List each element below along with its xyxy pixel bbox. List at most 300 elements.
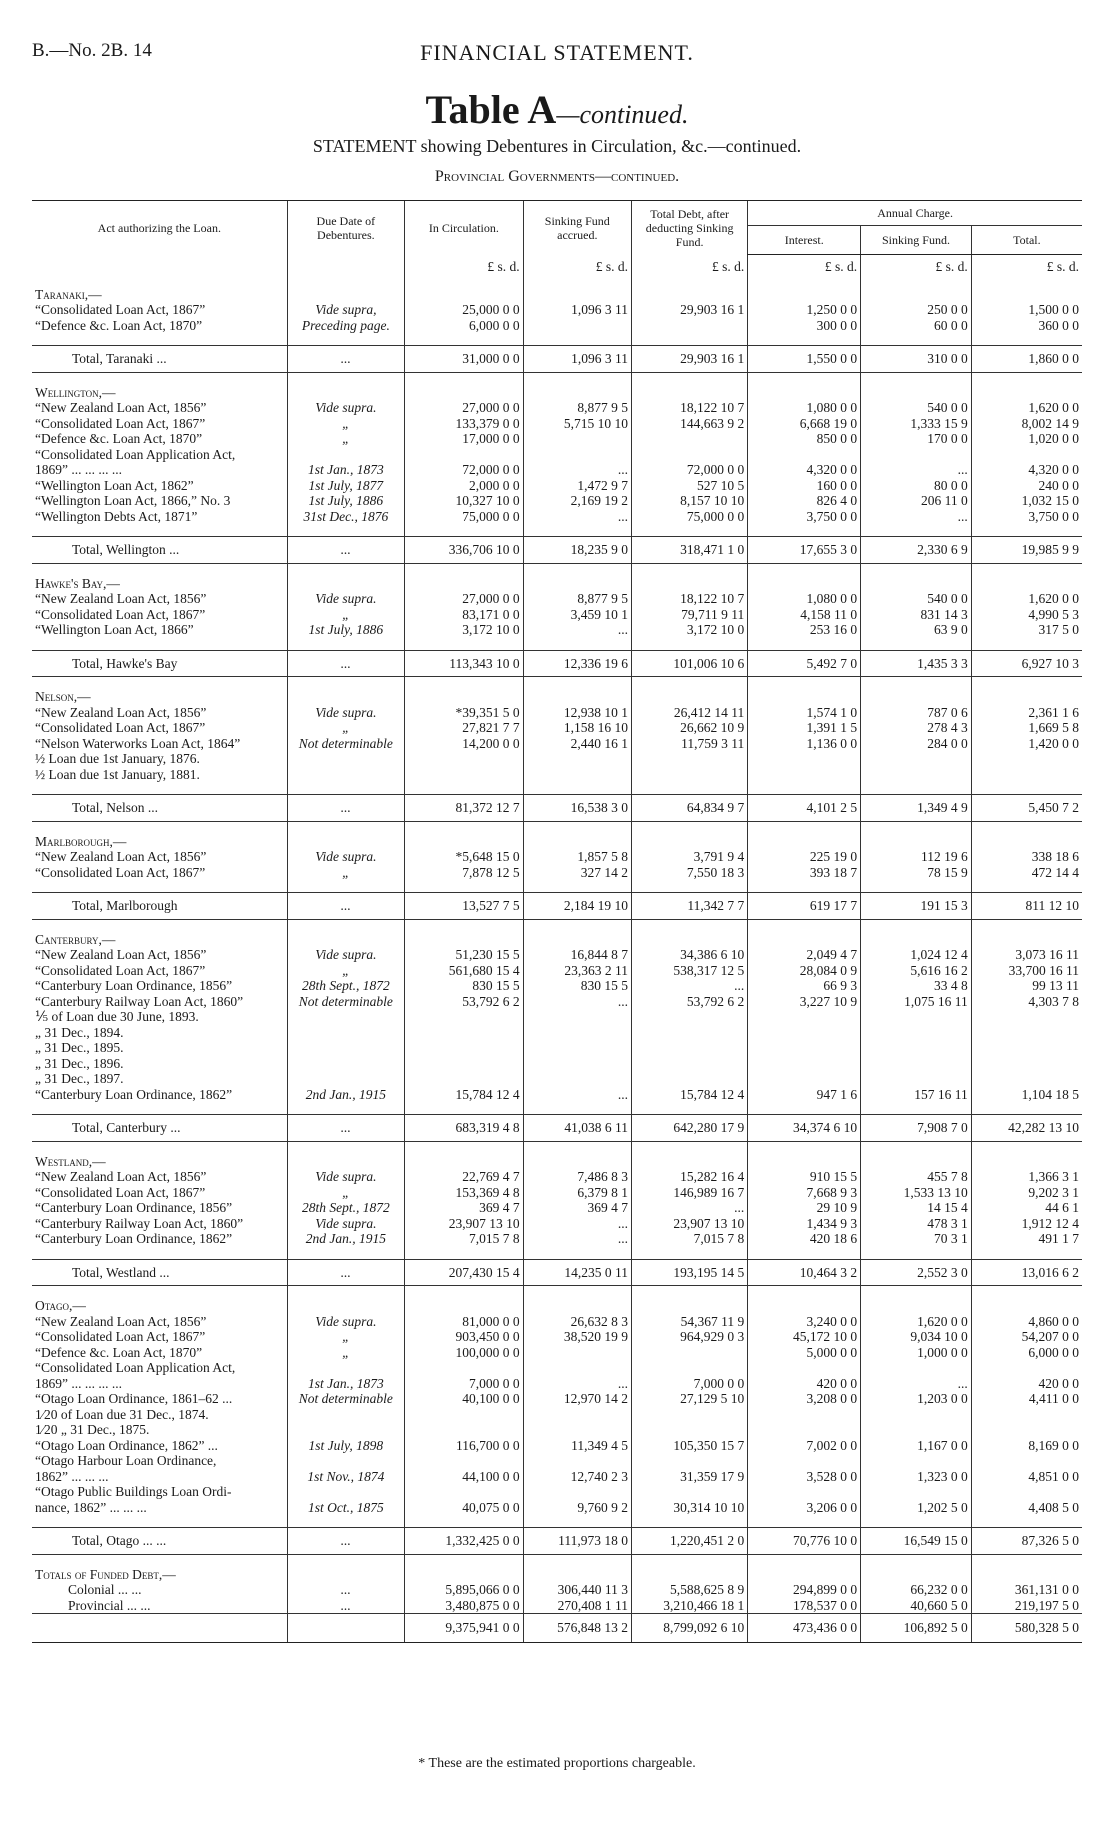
amount-circ: 22,769 4 7 bbox=[405, 1169, 524, 1185]
amount-circ: 7,878 12 5 bbox=[405, 865, 524, 881]
amount-tdebt: 3,791 9 4 bbox=[631, 849, 747, 865]
due-date: „ bbox=[287, 1329, 404, 1345]
blank-cell bbox=[405, 275, 524, 303]
amount-sf: 14 15 4 bbox=[861, 1200, 972, 1216]
table-row bbox=[32, 318, 1082, 334]
due-date bbox=[287, 1056, 404, 1072]
section-subtitle: Provincial Governments—continued. bbox=[434, 168, 680, 185]
table-row bbox=[32, 1025, 1082, 1041]
blank-cell bbox=[523, 1554, 631, 1582]
amount-tot: 219,197 5 0 bbox=[971, 1598, 1082, 1614]
amount-circ: 830 15 5 bbox=[405, 978, 524, 994]
spacer-row bbox=[32, 782, 1082, 795]
table-row bbox=[32, 1231, 1082, 1247]
blank-cell bbox=[405, 1102, 524, 1115]
amount-sf bbox=[861, 1056, 972, 1072]
amount-sink: 26,632 8 3 bbox=[523, 1314, 631, 1330]
amount-sf: 1,333 15 9 bbox=[861, 416, 972, 432]
loan-act: 1869” ... ... ... ... bbox=[35, 1375, 122, 1391]
amount-circ: 100,000 0 0 bbox=[405, 1345, 524, 1361]
amount-sf: 80 0 0 bbox=[861, 478, 972, 494]
due-date: 2nd Jan., 1915 bbox=[287, 1087, 404, 1103]
amount-int: 1,434 9 3 bbox=[748, 1216, 861, 1232]
grand-total-circ: 9,375,941 0 0 bbox=[405, 1614, 524, 1643]
amount-sf bbox=[861, 1025, 972, 1041]
blank-cell bbox=[523, 821, 631, 849]
table-title-suffix: —continued. bbox=[556, 100, 689, 129]
due-date: ... bbox=[287, 795, 404, 822]
amount-sink: 2,440 16 1 bbox=[523, 736, 631, 752]
amount-sink: 7,486 8 3 bbox=[523, 1169, 631, 1185]
grand-total-tdebt: 8,799,092 6 10 bbox=[631, 1614, 747, 1643]
total-row bbox=[32, 795, 1082, 822]
amount-tdebt: 3,210,466 18 1 bbox=[631, 1598, 747, 1614]
amount-tot: 1,620 0 0 bbox=[971, 591, 1082, 607]
blank-cell bbox=[971, 782, 1082, 795]
loan-act: „ 31 Dec., 1896. bbox=[35, 1055, 124, 1071]
due-date bbox=[287, 767, 404, 783]
amount-sf: 1,323 0 0 bbox=[861, 1469, 972, 1485]
amount-sf: 1,075 16 11 bbox=[861, 994, 972, 1010]
amount-tdebt: 29,903 16 1 bbox=[631, 346, 747, 373]
blank-cell bbox=[631, 821, 747, 849]
spacer-row bbox=[32, 333, 1082, 346]
blank-cell bbox=[32, 1614, 287, 1643]
amount-tdebt bbox=[631, 1025, 747, 1041]
blank-cell bbox=[861, 1554, 972, 1582]
blank-cell bbox=[748, 677, 861, 705]
due-date: 1st Jan., 1873 bbox=[287, 462, 404, 478]
amount-sink: 1,096 3 11 bbox=[523, 346, 631, 373]
amount-sink: ... bbox=[523, 994, 631, 1010]
blank-cell bbox=[631, 275, 747, 303]
amount-tot: 54,207 0 0 bbox=[971, 1329, 1082, 1345]
blank-cell bbox=[523, 919, 631, 947]
table-row bbox=[32, 493, 1082, 509]
loan-act: “Canterbury Loan Ordinance, 1862” bbox=[35, 1086, 233, 1102]
blank-cell bbox=[32, 1102, 287, 1115]
header-annual-charge: Annual Charge. bbox=[748, 201, 1082, 226]
amount-circ: 1,332,425 0 0 bbox=[405, 1528, 524, 1555]
province-heading-row bbox=[32, 563, 1082, 591]
blank-cell bbox=[861, 1515, 972, 1528]
spacer-row bbox=[32, 880, 1082, 893]
blank-cell bbox=[287, 1141, 404, 1169]
amount-sf: 1,620 0 0 bbox=[861, 1314, 972, 1330]
table-row bbox=[32, 1438, 1082, 1454]
due-date bbox=[287, 1009, 404, 1025]
amount-sink: 12,740 2 3 bbox=[523, 1469, 631, 1485]
due-date bbox=[287, 1422, 404, 1438]
blank-cell bbox=[748, 1102, 861, 1115]
amount-int: 1,391 1 5 bbox=[748, 720, 861, 736]
amount-sf: 1,024 12 4 bbox=[861, 947, 972, 963]
amount-tot: 491 1 7 bbox=[971, 1231, 1082, 1247]
amount-tot: 1,366 3 1 bbox=[971, 1169, 1082, 1185]
blank-cell bbox=[405, 1554, 524, 1582]
table-row bbox=[32, 1056, 1082, 1072]
amount-int: 4,158 11 0 bbox=[748, 607, 861, 623]
amount-sf: 1,533 13 10 bbox=[861, 1185, 972, 1201]
header-interest: Interest. bbox=[748, 226, 861, 255]
blank-cell bbox=[748, 372, 861, 400]
amount-sf: 70 3 1 bbox=[861, 1231, 972, 1247]
loan-act: “Consolidated Loan Act, 1867” bbox=[35, 302, 206, 317]
amount-sink: ... bbox=[523, 1231, 631, 1247]
amount-int: 3,206 0 0 bbox=[748, 1500, 861, 1516]
amount-tdebt: 3,172 10 0 bbox=[631, 622, 747, 638]
amount-sf: 310 0 0 bbox=[861, 346, 972, 373]
blank-cell bbox=[523, 677, 631, 705]
header-act: Act authorizing the Loan. bbox=[32, 201, 287, 255]
page-title: FINANCIAL STATEMENT. bbox=[420, 40, 694, 65]
due-date: 1st July, 1886 bbox=[287, 493, 404, 509]
loan-act: “Defence &c. Loan Act, 1870” bbox=[35, 431, 203, 446]
amount-tdebt: 34,386 6 10 bbox=[631, 947, 747, 963]
amount-tot: 42,282 13 10 bbox=[971, 1115, 1082, 1142]
amount-sink bbox=[523, 1422, 631, 1438]
amount-sink bbox=[523, 1025, 631, 1041]
amount-sink: 16,538 3 0 bbox=[523, 795, 631, 822]
blank-cell bbox=[523, 333, 631, 346]
blank-cell bbox=[405, 677, 524, 705]
amount-sf: 478 3 1 bbox=[861, 1216, 972, 1232]
amount-sf: 170 0 0 bbox=[861, 431, 972, 447]
amount-sf bbox=[861, 1484, 972, 1500]
table-title bbox=[0, 86, 1114, 133]
table-row bbox=[32, 400, 1082, 416]
amount-circ: 25,000 0 0 bbox=[405, 302, 524, 318]
amount-sink: 1,857 5 8 bbox=[523, 849, 631, 865]
loan-act: „ 31 Dec., 1895. bbox=[35, 1040, 124, 1055]
amount-circ: 336,706 10 0 bbox=[405, 537, 524, 564]
amount-circ: *5,648 15 0 bbox=[405, 849, 524, 865]
amount-sink: 2,169 19 2 bbox=[523, 493, 631, 509]
amount-sink: 11,349 4 5 bbox=[523, 1438, 631, 1454]
loan-act: “New Zealand Loan Act, 1856” bbox=[35, 947, 207, 962]
blank-cell bbox=[523, 524, 631, 537]
table-row bbox=[32, 705, 1082, 721]
province-heading-row bbox=[32, 821, 1082, 849]
table-row bbox=[32, 622, 1082, 638]
total-row bbox=[32, 650, 1082, 677]
amount-tot: 4,320 0 0 bbox=[971, 462, 1082, 478]
table-row bbox=[32, 1407, 1082, 1423]
amount-circ bbox=[405, 751, 524, 767]
amount-tdebt: 527 10 5 bbox=[631, 478, 747, 494]
amount-tot: 1,032 15 0 bbox=[971, 493, 1082, 509]
blank-cell bbox=[287, 919, 404, 947]
amount-sink: ... bbox=[523, 622, 631, 638]
amount-sf: 40,660 5 0 bbox=[861, 1598, 972, 1614]
amount-tot bbox=[971, 1040, 1082, 1056]
due-date: „ bbox=[287, 431, 404, 447]
amount-circ: 6,000 0 0 bbox=[405, 318, 524, 334]
table-row bbox=[32, 447, 1082, 463]
amount-sink: ... bbox=[523, 462, 631, 478]
due-date bbox=[287, 447, 404, 463]
province-heading-row bbox=[32, 1286, 1082, 1314]
amount-sf: ... bbox=[861, 509, 972, 525]
amount-tot: 2,361 1 6 bbox=[971, 705, 1082, 721]
spacer-row bbox=[32, 638, 1082, 651]
table-row bbox=[32, 994, 1082, 1010]
amount-tdebt: 144,663 9 2 bbox=[631, 416, 747, 432]
blank-cell bbox=[405, 372, 524, 400]
spacer-row bbox=[32, 1102, 1082, 1115]
amount-tdebt: 79,711 9 11 bbox=[631, 607, 747, 623]
amount-tdebt: 146,989 16 7 bbox=[631, 1185, 747, 1201]
blank-cell bbox=[405, 1515, 524, 1528]
blank-cell bbox=[523, 1141, 631, 1169]
amount-int: 1,080 0 0 bbox=[748, 400, 861, 416]
blank-cell bbox=[861, 1247, 972, 1260]
amount-tot: 44 6 1 bbox=[971, 1200, 1082, 1216]
amount-tot bbox=[971, 1453, 1082, 1469]
amount-circ bbox=[405, 1360, 524, 1376]
amount-int: 947 1 6 bbox=[748, 1087, 861, 1103]
amount-circ: 5,895,066 0 0 bbox=[405, 1582, 524, 1598]
loan-act: 1862” ... ... ... bbox=[35, 1468, 109, 1484]
amount-int: 393 18 7 bbox=[748, 865, 861, 881]
due-date: Vide supra. bbox=[287, 591, 404, 607]
amount-circ: 133,379 0 0 bbox=[405, 416, 524, 432]
amount-sf bbox=[861, 447, 972, 463]
table-title-text: Table A bbox=[425, 87, 557, 132]
amount-sink: 41,038 6 11 bbox=[523, 1115, 631, 1142]
blank-cell bbox=[287, 1102, 404, 1115]
amount-circ: 51,230 15 5 bbox=[405, 947, 524, 963]
amount-circ bbox=[405, 1422, 524, 1438]
table-row bbox=[32, 607, 1082, 623]
amount-tdebt: 105,350 15 7 bbox=[631, 1438, 747, 1454]
amount-circ: 3,480,875 0 0 bbox=[405, 1598, 524, 1614]
loan-act: Total, Westland ... bbox=[32, 1259, 287, 1286]
amount-circ: *39,351 5 0 bbox=[405, 705, 524, 721]
page-header bbox=[32, 40, 1082, 70]
blank-cell bbox=[32, 782, 287, 795]
loan-act: “Consolidated Loan Act, 1867” bbox=[35, 1184, 206, 1200]
amount-sf bbox=[861, 1071, 972, 1087]
amount-sf: 787 0 6 bbox=[861, 705, 972, 721]
amount-tot: 9,202 3 1 bbox=[971, 1185, 1082, 1201]
header-circulation: In Circulation. bbox=[405, 201, 524, 255]
amount-int: 34,374 6 10 bbox=[748, 1115, 861, 1142]
units-row bbox=[32, 255, 1082, 275]
amount-sink: ... bbox=[523, 509, 631, 525]
due-date: ... bbox=[287, 346, 404, 373]
blank-cell bbox=[287, 880, 404, 893]
amount-circ bbox=[405, 1407, 524, 1423]
amount-sf: 250 0 0 bbox=[861, 302, 972, 318]
blank-cell bbox=[861, 1286, 972, 1314]
loan-act: „ 31 Dec., 1894. bbox=[35, 1024, 124, 1040]
province-name: Wellington,— bbox=[35, 384, 116, 400]
debenture-table bbox=[32, 200, 1082, 1643]
amount-int: 4,320 0 0 bbox=[748, 462, 861, 478]
amount-int: 253 16 0 bbox=[748, 622, 861, 638]
amount-tdebt: 15,282 16 4 bbox=[631, 1169, 747, 1185]
loan-act: “Otago Public Buildings Loan Ordi- bbox=[35, 1484, 232, 1499]
blank-cell bbox=[631, 333, 747, 346]
amount-int: 300 0 0 bbox=[748, 318, 861, 334]
amount-int: 4,101 2 5 bbox=[748, 795, 861, 822]
amount-circ: 81,372 12 7 bbox=[405, 795, 524, 822]
amount-sink: 1,096 3 11 bbox=[523, 302, 631, 318]
amount-circ: 72,000 0 0 bbox=[405, 462, 524, 478]
loan-act: “Wellington Loan Act, 1866,” No. 3 bbox=[35, 493, 231, 508]
table-row bbox=[32, 1422, 1082, 1438]
amount-circ bbox=[405, 1071, 524, 1087]
loan-act: “New Zealand Loan Act, 1856” bbox=[35, 400, 207, 415]
amount-circ: 44,100 0 0 bbox=[405, 1469, 524, 1485]
amount-int bbox=[748, 1009, 861, 1025]
amount-int: 160 0 0 bbox=[748, 478, 861, 494]
blank-cell bbox=[405, 880, 524, 893]
amount-tot: 6,000 0 0 bbox=[971, 1345, 1082, 1361]
due-date: ... bbox=[287, 893, 404, 920]
due-date: 1st July, 1877 bbox=[287, 478, 404, 494]
province-heading-row bbox=[32, 677, 1082, 705]
amount-circ bbox=[405, 1040, 524, 1056]
blank-cell bbox=[748, 880, 861, 893]
amount-tdebt: 15,784 12 4 bbox=[631, 1087, 747, 1103]
blank-cell bbox=[971, 1286, 1082, 1314]
amount-tot bbox=[971, 1422, 1082, 1438]
amount-tot: 240 0 0 bbox=[971, 478, 1082, 494]
table-row bbox=[32, 478, 1082, 494]
blank-cell bbox=[748, 1247, 861, 1260]
blank-cell bbox=[748, 919, 861, 947]
table-row bbox=[32, 947, 1082, 963]
blank-cell bbox=[631, 782, 747, 795]
amount-int: 420 18 6 bbox=[748, 1231, 861, 1247]
table-row bbox=[32, 1453, 1082, 1469]
table-row bbox=[32, 591, 1082, 607]
blank-cell bbox=[748, 782, 861, 795]
province-heading-row bbox=[32, 275, 1082, 303]
grand-total-row bbox=[32, 1614, 1082, 1643]
loan-act: “Consolidated Loan Act, 1867” bbox=[35, 962, 206, 978]
amount-sf bbox=[861, 1422, 972, 1438]
amount-tdebt: 31,359 17 9 bbox=[631, 1469, 747, 1485]
amount-int: 28,084 0 9 bbox=[748, 963, 861, 979]
loan-act: “New Zealand Loan Act, 1856” bbox=[35, 1313, 207, 1329]
amount-circ: 113,343 10 0 bbox=[405, 650, 524, 677]
amount-tdebt: 11,342 7 7 bbox=[631, 893, 747, 920]
table-row bbox=[32, 1360, 1082, 1376]
amount-circ: 683,319 4 8 bbox=[405, 1115, 524, 1142]
blank-cell bbox=[861, 782, 972, 795]
blank-cell bbox=[405, 1141, 524, 1169]
loan-act: “Wellington Loan Act, 1862” bbox=[35, 477, 194, 493]
table-row bbox=[32, 1200, 1082, 1216]
amount-int: 45,172 10 0 bbox=[748, 1329, 861, 1345]
province-heading-row bbox=[32, 372, 1082, 400]
amount-sink: 12,336 19 6 bbox=[523, 650, 631, 677]
amount-circ: 153,369 4 8 bbox=[405, 1185, 524, 1201]
amount-tot: 4,411 0 0 bbox=[971, 1391, 1082, 1407]
amount-circ: 3,172 10 0 bbox=[405, 622, 524, 638]
amount-int: 225 19 0 bbox=[748, 849, 861, 865]
amount-tdebt: 964,929 0 3 bbox=[631, 1329, 747, 1345]
amount-circ: 7,015 7 8 bbox=[405, 1231, 524, 1247]
due-date: Preceding page. bbox=[287, 318, 404, 334]
amount-sf bbox=[861, 1009, 972, 1025]
amount-int: 3,750 0 0 bbox=[748, 509, 861, 525]
amount-tdebt: 1,220,451 2 0 bbox=[631, 1528, 747, 1555]
due-date: Vide supra. bbox=[287, 1169, 404, 1185]
amount-int: 1,136 0 0 bbox=[748, 736, 861, 752]
amount-sink bbox=[523, 1040, 631, 1056]
blank-cell bbox=[861, 524, 972, 537]
amount-tdebt bbox=[631, 1056, 747, 1072]
table-row bbox=[32, 1169, 1082, 1185]
amount-int: 70,776 10 0 bbox=[748, 1528, 861, 1555]
due-date: „ bbox=[287, 1185, 404, 1201]
loan-act: “Otago Loan Ordinance, 1861–62 ... bbox=[35, 1391, 233, 1406]
blank-cell bbox=[631, 1247, 747, 1260]
amount-tdebt: 8,157 10 10 bbox=[631, 493, 747, 509]
blank-cell bbox=[748, 275, 861, 303]
due-date: 31st Dec., 1876 bbox=[287, 509, 404, 525]
blank-cell bbox=[32, 333, 287, 346]
loan-act: Total, Wellington ... bbox=[32, 537, 287, 564]
blank-cell bbox=[748, 563, 861, 591]
spacer-row bbox=[32, 1247, 1082, 1260]
amount-tot: 1,620 0 0 bbox=[971, 400, 1082, 416]
amount-tot bbox=[971, 1009, 1082, 1025]
table-row bbox=[32, 1087, 1082, 1103]
blank-cell bbox=[32, 880, 287, 893]
table-row bbox=[32, 1185, 1082, 1201]
amount-sf bbox=[861, 1360, 972, 1376]
amount-circ bbox=[405, 447, 524, 463]
blank-cell bbox=[971, 1515, 1082, 1528]
amount-sf: 540 0 0 bbox=[861, 591, 972, 607]
blank-cell bbox=[287, 372, 404, 400]
due-date: Not determinable bbox=[287, 736, 404, 752]
amount-sf: 2,330 6 9 bbox=[861, 537, 972, 564]
amount-tot: 1,912 12 4 bbox=[971, 1216, 1082, 1232]
blank-cell bbox=[405, 821, 524, 849]
amount-sink bbox=[523, 767, 631, 783]
blank-cell bbox=[971, 919, 1082, 947]
province-name: Otago,— bbox=[35, 1298, 86, 1313]
blank-cell bbox=[861, 677, 972, 705]
amount-circ: 27,821 7 7 bbox=[405, 720, 524, 736]
amount-tdebt: 11,759 3 11 bbox=[631, 736, 747, 752]
amount-tdebt bbox=[631, 447, 747, 463]
amount-int: 5,492 7 0 bbox=[748, 650, 861, 677]
amount-sf: 7,908 7 0 bbox=[861, 1115, 972, 1142]
loan-act: “Consolidated Loan Act, 1867” bbox=[35, 415, 206, 431]
blank-cell bbox=[287, 1515, 404, 1528]
province-name: Marlborough,— bbox=[35, 833, 127, 849]
blank-cell bbox=[631, 1554, 747, 1582]
table-row bbox=[32, 767, 1082, 783]
amount-tot: 4,990 5 3 bbox=[971, 607, 1082, 623]
amount-int: 66 9 3 bbox=[748, 978, 861, 994]
blank-cell bbox=[971, 275, 1082, 303]
due-date: Vide supra. bbox=[287, 400, 404, 416]
amount-int bbox=[748, 1484, 861, 1500]
amount-sink bbox=[523, 1484, 631, 1500]
amount-sink bbox=[523, 751, 631, 767]
amount-tdebt: 30,314 10 10 bbox=[631, 1500, 747, 1516]
amount-sf: 1,435 3 3 bbox=[861, 650, 972, 677]
amount-tot bbox=[971, 767, 1082, 783]
